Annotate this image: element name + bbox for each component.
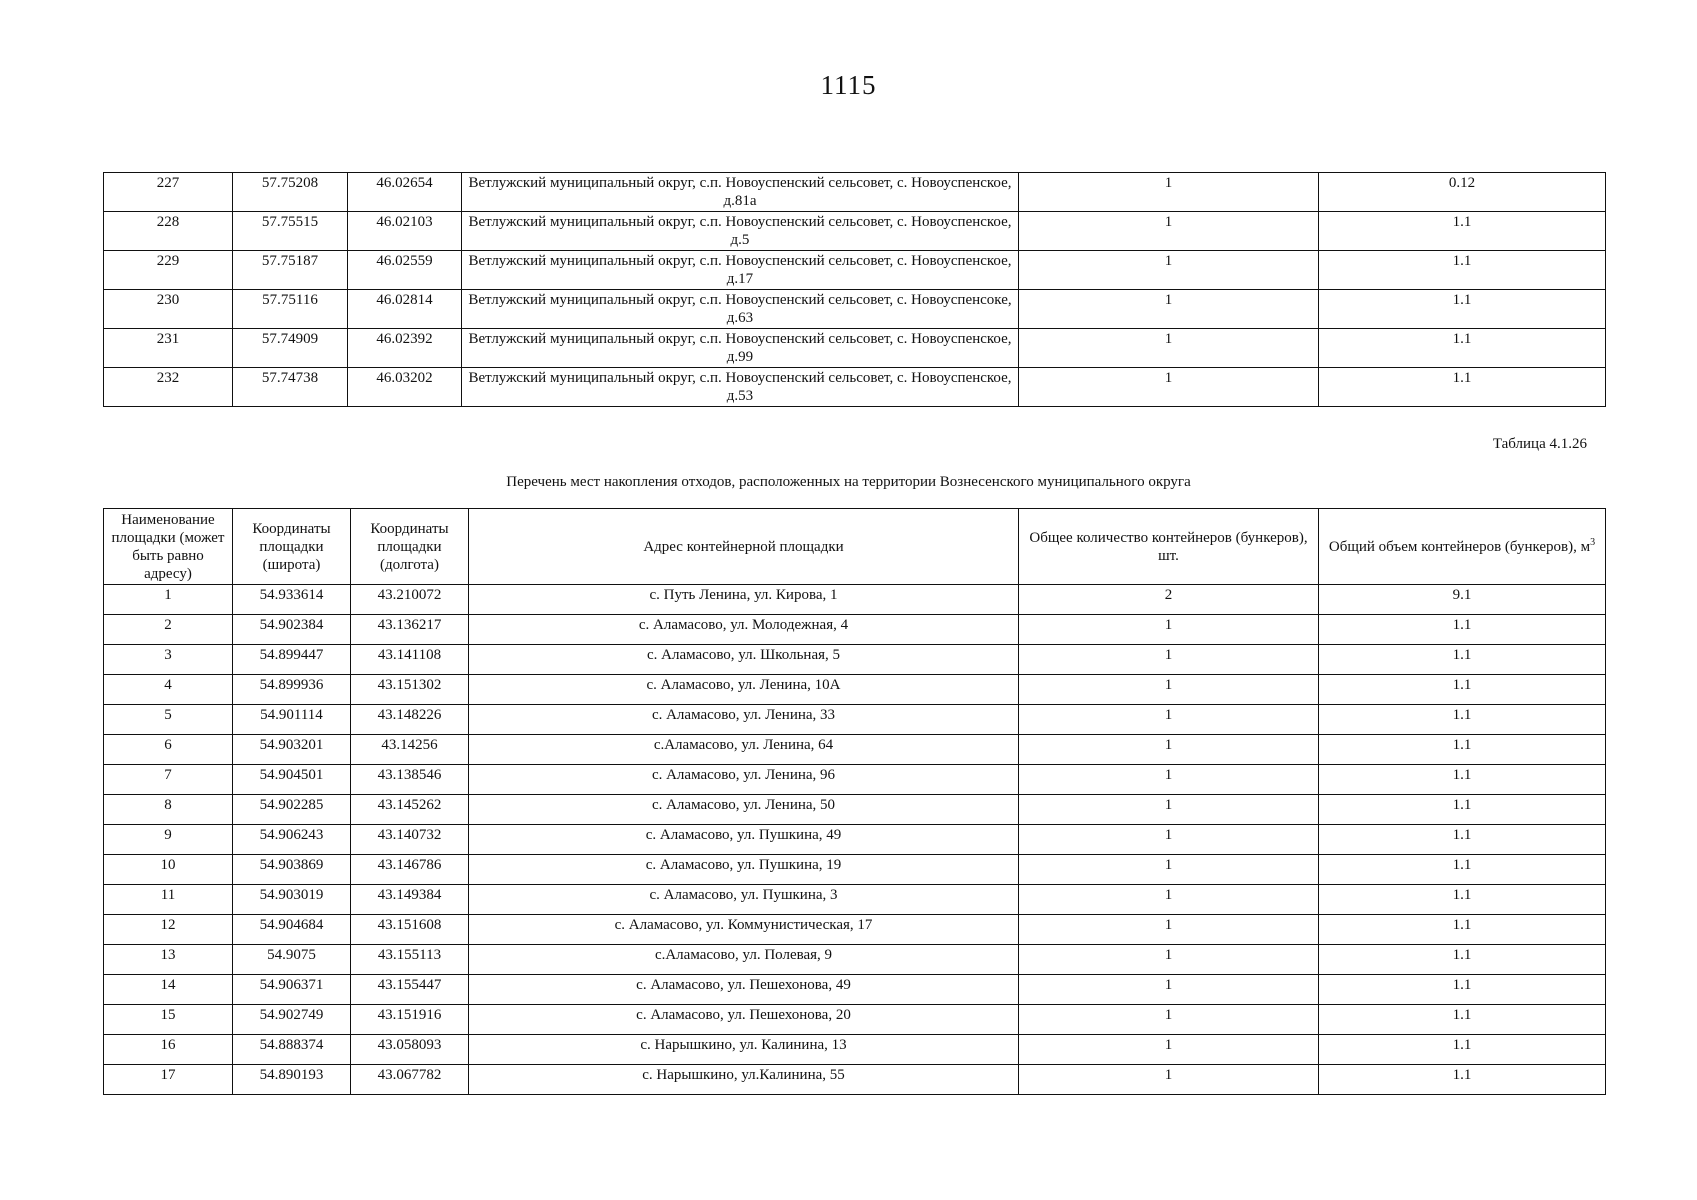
cell-longitude: 43.140732 — [351, 825, 469, 855]
table-row — [104, 290, 1606, 329]
cell-container-volume: 1.1 — [1319, 975, 1606, 1005]
cell-latitude: 54.888374 — [233, 1035, 351, 1065]
cell-container-count: 2 — [1019, 585, 1319, 615]
cell-container-volume: 1.1 — [1319, 825, 1606, 855]
cell-container-volume: 1.1 — [1319, 855, 1606, 885]
cell-number: 17 — [104, 1065, 233, 1095]
header-container-volume — [1319, 509, 1606, 585]
table-row — [104, 735, 1606, 765]
cell-container-count: 1 — [1019, 975, 1319, 1005]
cell-address: с. Аламасово, ул. Пешехонова, 49 — [469, 975, 1019, 1005]
table-row — [104, 1005, 1606, 1035]
cell-number: 4 — [104, 675, 233, 705]
cell-latitude: 54.902749 — [233, 1005, 351, 1035]
cell-container-count: 1 — [1019, 735, 1319, 765]
header-container-count: Общее количество контейнеров (бункеров), шт. — [1019, 509, 1319, 585]
cell-longitude: 43.148226 — [351, 705, 469, 735]
cell-container-volume: 1.1 — [1319, 1065, 1606, 1095]
cell-longitude: 43.151608 — [351, 915, 469, 945]
cell-longitude: 43.149384 — [351, 885, 469, 915]
cell-address: с. Аламасово, ул. Школьная, 5 — [469, 645, 1019, 675]
cell-container-volume: 1.1 — [1319, 705, 1606, 735]
cell-number: 230 — [104, 290, 233, 329]
header-address: Адрес контейнерной площадки — [469, 509, 1019, 585]
table-row — [104, 765, 1606, 795]
cell-container-volume: 0.12 — [1319, 173, 1606, 212]
table-row — [104, 368, 1606, 407]
cell-latitude: 57.75116 — [233, 290, 348, 329]
cell-address: с. Аламасово, ул. Пушкина, 19 — [469, 855, 1019, 885]
cell-longitude: 46.03202 — [348, 368, 462, 407]
cell-latitude: 57.75515 — [233, 212, 348, 251]
cell-container-count: 1 — [1019, 885, 1319, 915]
cell-address: с. Аламасово, ул. Пушкина, 3 — [469, 885, 1019, 915]
cell-number: 2 — [104, 615, 233, 645]
cell-container-volume: 1.1 — [1319, 795, 1606, 825]
cell-container-volume: 1.1 — [1319, 675, 1606, 705]
cell-number: 9 — [104, 825, 233, 855]
header-latitude: Координаты площадки (широта) — [233, 509, 351, 585]
cell-address: с. Аламасово, ул. Ленина, 96 — [469, 765, 1019, 795]
table-row — [104, 675, 1606, 705]
cell-longitude: 43.146786 — [351, 855, 469, 885]
continuation-table-body — [104, 173, 1606, 407]
cell-longitude: 46.02654 — [348, 173, 462, 212]
cell-container-count: 1 — [1019, 173, 1319, 212]
cell-number: 5 — [104, 705, 233, 735]
waste-sites-table-body — [104, 585, 1606, 1095]
cell-address: с. Аламасово, ул. Пешехонова, 20 — [469, 1005, 1019, 1035]
cell-container-volume: 1.1 — [1319, 1005, 1606, 1035]
cell-container-count: 1 — [1019, 329, 1319, 368]
cell-latitude: 54.933614 — [233, 585, 351, 615]
cell-longitude: 43.210072 — [351, 585, 469, 615]
table-row — [104, 795, 1606, 825]
table-row — [104, 975, 1606, 1005]
cell-latitude: 54.902384 — [233, 615, 351, 645]
cell-number: 228 — [104, 212, 233, 251]
cell-container-volume: 1.1 — [1319, 290, 1606, 329]
table-header-row — [104, 509, 1606, 585]
table-row — [104, 1035, 1606, 1065]
cell-latitude: 54.903201 — [233, 735, 351, 765]
cell-container-count: 1 — [1019, 615, 1319, 645]
cell-address: с. Нарышкино, ул.Калинина, 55 — [469, 1065, 1019, 1095]
cell-address: Ветлужский муниципальный округ, с.п. Новоуспенский сельсовет, с. Новоуспенсоке, д.63 — [462, 290, 1019, 329]
cell-address: с.Аламасово, ул. Полевая, 9 — [469, 945, 1019, 975]
cell-container-count: 1 — [1019, 705, 1319, 735]
table-number-label: Таблица 4.1.26 — [1492, 436, 1587, 452]
table-row — [104, 945, 1606, 975]
cell-container-volume: 1.1 — [1319, 885, 1606, 915]
header-volume-unit-sup: 3 — [1590, 536, 1596, 548]
cell-latitude: 54.904501 — [233, 765, 351, 795]
cell-container-count: 1 — [1019, 290, 1319, 329]
cell-container-volume: 1.1 — [1319, 251, 1606, 290]
cell-longitude: 43.145262 — [351, 795, 469, 825]
cell-container-count: 1 — [1019, 212, 1319, 251]
cell-container-volume: 1.1 — [1319, 212, 1606, 251]
cell-container-count: 1 — [1019, 1005, 1319, 1035]
cell-address: с. Путь Ленина, ул. Кирова, 1 — [469, 585, 1019, 615]
cell-number: 8 — [104, 795, 233, 825]
cell-container-count: 1 — [1019, 915, 1319, 945]
cell-longitude: 43.067782 — [351, 1065, 469, 1095]
cell-latitude: 54.902285 — [233, 795, 351, 825]
cell-latitude: 57.75187 — [233, 251, 348, 290]
cell-container-volume: 1.1 — [1319, 615, 1606, 645]
cell-latitude: 54.899936 — [233, 675, 351, 705]
table-row — [104, 251, 1606, 290]
cell-longitude: 46.02103 — [348, 212, 462, 251]
cell-address: с. Нарышкино, ул. Калинина, 13 — [469, 1035, 1019, 1065]
cell-latitude: 54.903869 — [233, 855, 351, 885]
cell-container-volume: 1.1 — [1319, 645, 1606, 675]
cell-longitude: 43.138546 — [351, 765, 469, 795]
cell-container-volume: 1.1 — [1319, 915, 1606, 945]
cell-latitude: 54.890193 — [233, 1065, 351, 1095]
cell-longitude: 46.02559 — [348, 251, 462, 290]
cell-latitude: 57.74909 — [233, 329, 348, 368]
cell-number: 232 — [104, 368, 233, 407]
cell-number: 6 — [104, 735, 233, 765]
cell-container-count: 1 — [1019, 675, 1319, 705]
cell-container-volume: 9.1 — [1319, 585, 1606, 615]
cell-latitude: 57.74738 — [233, 368, 348, 407]
header-volume-text: Общий объем контейнеров (бункеров), м — [1328, 538, 1591, 555]
cell-container-volume: 1.1 — [1319, 765, 1606, 795]
cell-container-count: 1 — [1019, 645, 1319, 675]
cell-address: Ветлужский муниципальный округ, с.п. Новоуспенский сельсовет, с. Новоуспенское, д.53 — [462, 368, 1019, 407]
cell-longitude: 43.14256 — [351, 735, 469, 765]
cell-number: 231 — [104, 329, 233, 368]
cell-container-count: 1 — [1019, 795, 1319, 825]
cell-number: 229 — [104, 251, 233, 290]
cell-latitude: 54.903019 — [233, 885, 351, 915]
cell-container-count: 1 — [1019, 368, 1319, 407]
cell-latitude: 54.901114 — [233, 705, 351, 735]
cell-address: Ветлужский муниципальный округ, с.п. Новоуспенский сельсовет, с. Новоуспенское, д.99 — [462, 329, 1019, 368]
cell-number: 12 — [104, 915, 233, 945]
waste-sites-table — [103, 508, 1606, 1095]
cell-number: 227 — [104, 173, 233, 212]
table-row — [104, 585, 1606, 615]
cell-longitude: 46.02814 — [348, 290, 462, 329]
cell-latitude: 54.904684 — [233, 915, 351, 945]
table-row — [104, 212, 1606, 251]
cell-number: 10 — [104, 855, 233, 885]
cell-address: Ветлужский муниципальный округ, с.п. Новоуспенский сельсовет, с. Новоуспенское, д.5 — [462, 212, 1019, 251]
table-row — [104, 855, 1606, 885]
cell-longitude: 43.058093 — [351, 1035, 469, 1065]
cell-container-volume: 1.1 — [1319, 945, 1606, 975]
table-row — [104, 705, 1606, 735]
cell-container-volume: 1.1 — [1319, 1035, 1606, 1065]
page-number: 1115 — [820, 70, 877, 100]
cell-longitude: 43.155447 — [351, 975, 469, 1005]
cell-number: 14 — [104, 975, 233, 1005]
cell-address: с.Аламасово, ул. Ленина, 64 — [469, 735, 1019, 765]
cell-number: 16 — [104, 1035, 233, 1065]
cell-container-count: 1 — [1019, 251, 1319, 290]
cell-container-volume: 1.1 — [1319, 368, 1606, 407]
cell-latitude: 54.906371 — [233, 975, 351, 1005]
table-row — [104, 615, 1606, 645]
cell-longitude: 43.155113 — [351, 945, 469, 975]
table-title: Перечень мест накопления отходов, расположенных на территории Вознесенского муниципального округа — [506, 474, 1191, 490]
table-row — [104, 825, 1606, 855]
cell-address: Ветлужский муниципальный округ, с.п. Новоуспенский сельсовет, с. Новоуспенское, д.81а — [462, 173, 1019, 212]
table-row — [104, 885, 1606, 915]
cell-address: с. Аламасово, ул. Ленина, 10А — [469, 675, 1019, 705]
cell-longitude: 43.136217 — [351, 615, 469, 645]
cell-number: 1 — [104, 585, 233, 615]
cell-address: с. Аламасово, ул. Ленина, 33 — [469, 705, 1019, 735]
cell-longitude: 46.02392 — [348, 329, 462, 368]
cell-container-volume: 1.1 — [1319, 735, 1606, 765]
header-name: Наименование площадки (может быть равно адресу) — [104, 509, 233, 585]
cell-address: с. Аламасово, ул. Ленина, 50 — [469, 795, 1019, 825]
cell-latitude: 57.75208 — [233, 173, 348, 212]
cell-address: с. Аламасово, ул. Коммунистическая, 17 — [469, 915, 1019, 945]
cell-longitude: 43.151302 — [351, 675, 469, 705]
cell-latitude: 54.899447 — [233, 645, 351, 675]
cell-container-count: 1 — [1019, 825, 1319, 855]
table-row — [104, 1065, 1606, 1095]
cell-address: Ветлужский муниципальный округ, с.п. Новоуспенский сельсовет, с. Новоуспенское, д.17 — [462, 251, 1019, 290]
table-row — [104, 645, 1606, 675]
cell-number: 7 — [104, 765, 233, 795]
cell-container-count: 1 — [1019, 855, 1319, 885]
cell-container-count: 1 — [1019, 1035, 1319, 1065]
header-longitude: Координаты площадки (долгота) — [351, 509, 469, 585]
cell-container-count: 1 — [1019, 945, 1319, 975]
cell-latitude: 54.906243 — [233, 825, 351, 855]
cell-address: с. Аламасово, ул. Молодежная, 4 — [469, 615, 1019, 645]
cell-longitude: 43.151916 — [351, 1005, 469, 1035]
cell-number: 3 — [104, 645, 233, 675]
cell-latitude: 54.9075 — [233, 945, 351, 975]
cell-container-count: 1 — [1019, 1065, 1319, 1095]
cell-number: 13 — [104, 945, 233, 975]
cell-number: 11 — [104, 885, 233, 915]
cell-container-count: 1 — [1019, 765, 1319, 795]
table-row — [104, 329, 1606, 368]
cell-address: с. Аламасово, ул. Пушкина, 49 — [469, 825, 1019, 855]
continuation-table — [103, 172, 1606, 407]
cell-number: 15 — [104, 1005, 233, 1035]
table-row — [104, 915, 1606, 945]
table-row — [104, 173, 1606, 212]
cell-longitude: 43.141108 — [351, 645, 469, 675]
cell-container-volume: 1.1 — [1319, 329, 1606, 368]
